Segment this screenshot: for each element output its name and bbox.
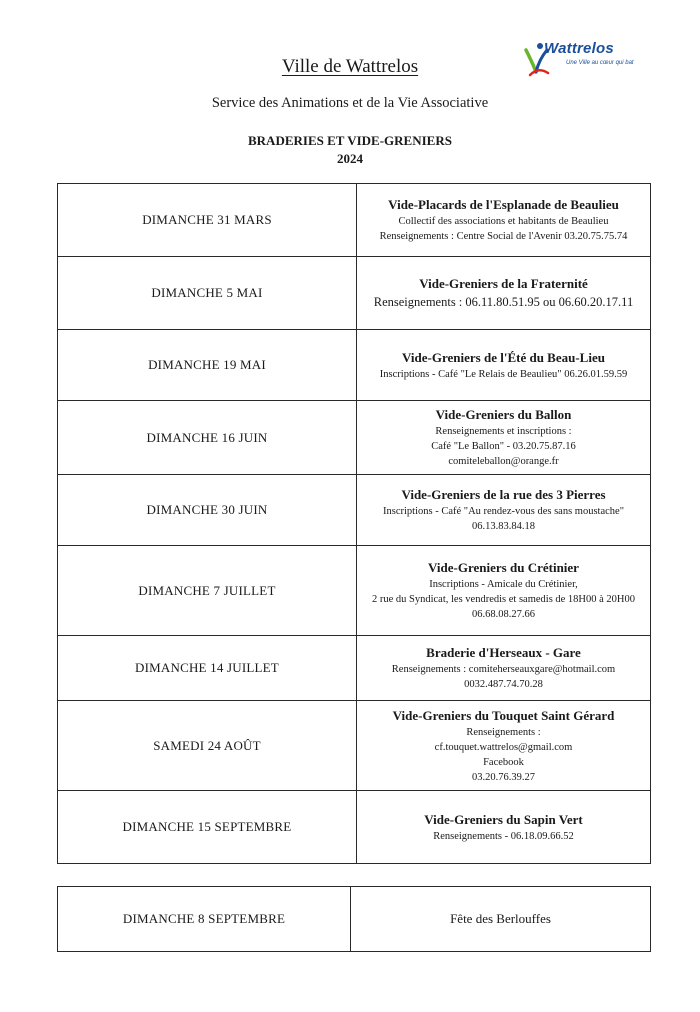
page-title-text: Ville de Wattrelos xyxy=(281,56,419,77)
event-detail-line: Renseignements : comiteherseauxgare@hotmail.com xyxy=(391,664,616,675)
table-row xyxy=(58,401,651,475)
table-row xyxy=(58,701,651,791)
extra-event-title: Fête des Berlouffes xyxy=(351,887,651,952)
event-details xyxy=(357,546,651,636)
event-title: Vide-Greniers du Sapin Vert xyxy=(424,811,583,827)
table-row xyxy=(58,791,651,864)
event-details xyxy=(357,184,651,257)
event-title: Braderie d'Herseaux - Gare xyxy=(426,645,581,660)
event-title: Vide-Greniers du Ballon xyxy=(435,407,572,422)
city-logo xyxy=(524,40,634,90)
event-details xyxy=(357,475,651,546)
event-detail-line: Renseignements : 06.11.80.51.95 ou 06.60.20.17.11 xyxy=(373,295,634,309)
event-title: Vide-Greniers du Crétinier xyxy=(428,560,579,575)
event-date: DIMANCHE 16 JUIN xyxy=(58,401,357,475)
event-detail-line: 0032.487.74.70.28 xyxy=(464,679,543,690)
event-detail-line: cf.touquet.wattrelos@gmail.com xyxy=(434,741,573,753)
event-detail-line: Inscriptions - Café "Au rendez-vous des sans moustache" xyxy=(383,506,624,517)
event-date: SAMEDI 24 AOÛT xyxy=(58,701,357,791)
event-detail-line: 2 rue du Syndicat, les vendredis et samedis de 18H00 à 20H00 xyxy=(371,594,636,605)
event-detail-line: Café "Le Ballon" - 03.20.75.87.16 xyxy=(431,441,576,452)
event-date: DIMANCHE 19 MAI xyxy=(58,330,357,401)
document-heading xyxy=(0,132,700,168)
table-row xyxy=(58,636,651,701)
event-date: DIMANCHE 7 JUILLET xyxy=(58,546,357,636)
event-detail-line: Facebook xyxy=(483,756,524,768)
table-row xyxy=(58,887,651,952)
event-detail-line: Renseignements et inscriptions : xyxy=(435,426,572,437)
table-row xyxy=(58,330,651,401)
table-row xyxy=(58,184,651,257)
event-date: DIMANCHE 14 JUILLET xyxy=(58,636,357,701)
event-details xyxy=(357,636,651,701)
event-title: Vide-Placards de l'Esplanade de Beaulieu xyxy=(388,197,619,212)
event-details xyxy=(357,330,651,401)
event-details xyxy=(357,791,651,864)
logo-tagline: Une Ville au cœur qui bat xyxy=(566,60,634,66)
heading-year: 2024 xyxy=(337,151,363,166)
table-row xyxy=(58,546,651,636)
event-detail-line: 03.20.76.39.27 xyxy=(472,771,535,783)
event-detail-line: Renseignements - 06.18.09.66.52 xyxy=(433,830,574,842)
event-detail-line: Renseignements : Centre Social de l'Avenir 03.20.75.75.74 xyxy=(379,231,628,242)
event-title: Vide-Greniers de l'Été du Beau-Lieu xyxy=(402,349,605,365)
event-details xyxy=(357,257,651,330)
event-title: Vide-Greniers de la Fraternité xyxy=(419,276,588,291)
event-detail-line: Inscriptions - Amicale du Crétinier, xyxy=(429,579,578,590)
event-title: Vide-Greniers du Touquet Saint Gérard xyxy=(392,707,615,723)
table-row xyxy=(58,257,651,330)
event-details xyxy=(357,401,651,475)
event-detail-line: comiteleballon@orange.fr xyxy=(448,456,559,467)
event-date: DIMANCHE 30 JUIN xyxy=(58,475,357,546)
event-date: DIMANCHE 15 SEPTEMBRE xyxy=(58,791,357,864)
event-title: Vide-Greniers de la rue des 3 Pierres xyxy=(401,487,606,502)
events-table xyxy=(57,183,651,864)
event-date: DIMANCHE 5 MAI xyxy=(58,257,357,330)
event-detail-line: 06.68.08.27.66 xyxy=(472,609,535,620)
heading-text: BRADERIES ET VIDE-GRENIERS xyxy=(248,133,452,148)
page-subtitle: Service des Animations et de la Vie Associative xyxy=(211,95,489,111)
extra-event-date: DIMANCHE 8 SEPTEMBRE xyxy=(58,887,351,952)
table-row xyxy=(58,475,651,546)
event-detail-line: Inscriptions - Café "Le Relais de Beaulieu" 06.26.01.59.59 xyxy=(379,368,628,380)
event-details xyxy=(357,701,651,791)
extra-event-table xyxy=(57,886,651,952)
logo-wordmark: Wattrelos xyxy=(544,40,614,57)
event-detail-line: 06.13.83.84.18 xyxy=(472,521,535,532)
event-detail-line: Collectif des associations et habitants de Beaulieu xyxy=(398,216,609,227)
event-date: DIMANCHE 31 MARS xyxy=(58,184,357,257)
event-detail-line: Renseignements : xyxy=(466,726,541,738)
